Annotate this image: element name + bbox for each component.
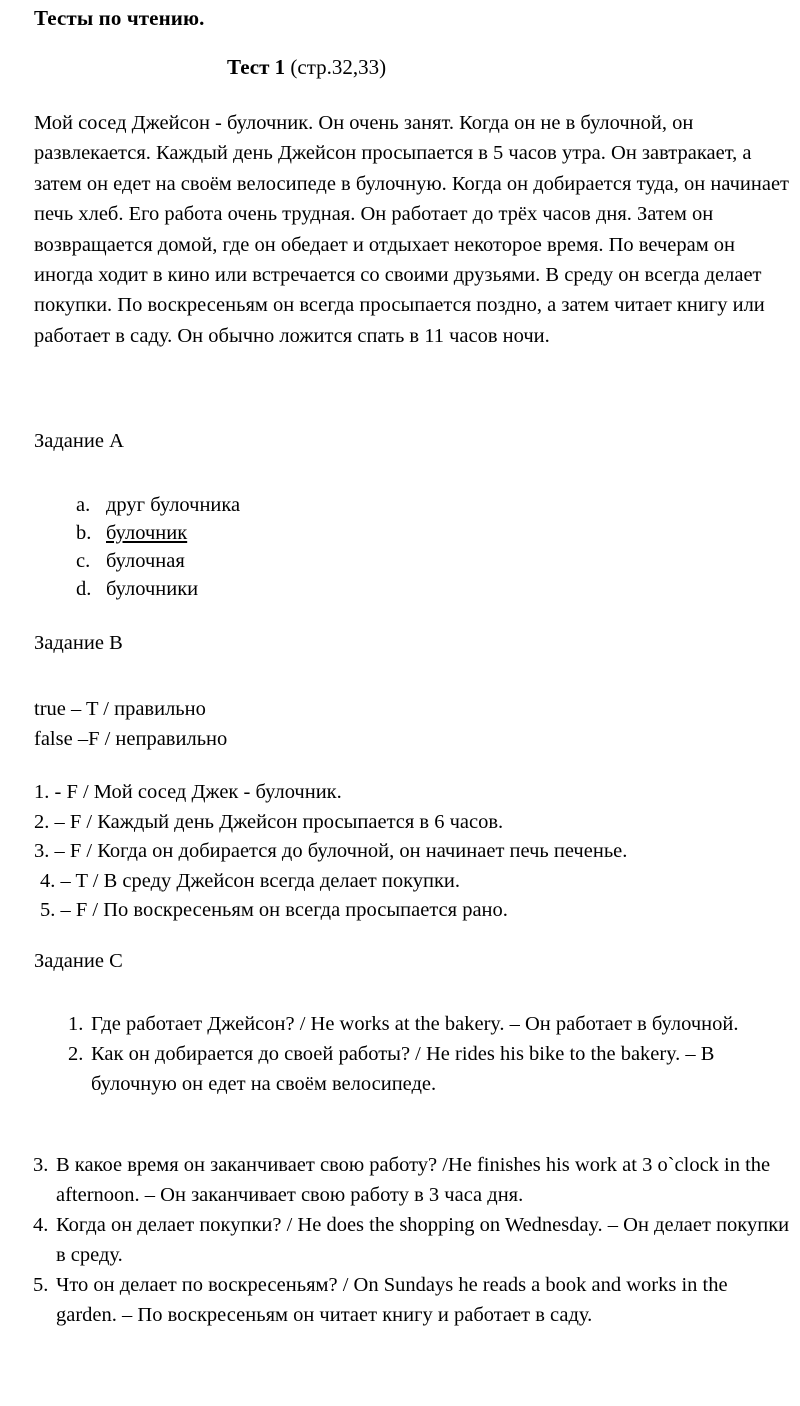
list-item[interactable] <box>76 519 576 547</box>
legend-line-true: true – T / правильно <box>34 698 206 720</box>
test-heading <box>227 55 386 80</box>
list-item: 2. – F / Каждый день Джейсон просыпается в 6 часов. <box>34 810 504 833</box>
answer-marker: 4. <box>33 1214 49 1236</box>
task-c-label: Задание C <box>34 950 123 972</box>
answer-text: В какое время он заканчивает свою работу? /He finishes his work at 3 o`clock in the afternoon. – Он заканчивает свою работу в 3 часа дня. <box>56 1154 771 1206</box>
answer-text: Что он делает по воскресеньям? / On Sundays he reads a book and works in the garden. – По воскресеньям он читает книгу и работает в саду. <box>56 1274 728 1326</box>
task-a-label: Задание A <box>34 430 124 452</box>
list-item <box>33 1150 790 1210</box>
true-false-legend <box>34 694 227 754</box>
task-b-label: Задание B <box>34 632 123 654</box>
list-item <box>68 1039 790 1099</box>
list-item <box>68 1009 790 1039</box>
list-item <box>33 1210 790 1270</box>
option-label: друг булочника <box>106 494 241 516</box>
list-item: 3. – F / Когда он добирается до булочной, он начинает печь печенье. <box>34 840 628 862</box>
legend-line-false: false –F / неправильно <box>34 728 228 750</box>
answer-marker: 3. <box>33 1154 49 1176</box>
option-marker: a. <box>76 494 91 516</box>
list-item[interactable] <box>76 575 576 603</box>
task-a-options <box>76 491 576 603</box>
answer-text: Где работает Джейсон? / He works at the bakery. – Он работает в булочной. <box>91 1013 739 1035</box>
option-marker: b. <box>76 522 92 544</box>
answer-text: Как он добирается до своей работы? / He rides his bike to the bakery. – В булочную он едет на своём велосипеде. <box>91 1043 715 1095</box>
task-b-statements <box>34 778 790 926</box>
answer-text: Когда он делает покупки? / He does the shopping on Wednesday. – Он делает покупки в среду. <box>56 1214 790 1266</box>
option-label: булочники <box>106 578 199 600</box>
page-title: Тесты по чтению. <box>34 6 205 30</box>
test-heading-number: Тест 1 <box>227 55 286 79</box>
option-marker: c. <box>76 550 91 572</box>
answer-marker: 5. <box>33 1274 49 1296</box>
task-c-answers-indented <box>68 1009 790 1099</box>
list-item: 4. – T / В среду Джейсон всегда делает покупки. <box>40 869 461 892</box>
list-item[interactable] <box>76 547 576 575</box>
list-item[interactable] <box>76 491 576 519</box>
list-item: 1. - F / Мой сосед Джек - булочник. <box>34 781 342 803</box>
option-label: булочная <box>106 550 185 572</box>
list-item: 5. – F / По воскресеньям он всегда просыпается рано. <box>40 899 508 921</box>
answer-marker: 1. <box>68 1013 84 1035</box>
list-item <box>33 1270 790 1330</box>
answer-marker: 2. <box>68 1043 84 1065</box>
reading-passage: Мой сосед Джейсон - булочник. Он очень занят. Когда он не в булочной, он развлекается. Каждый день Джейсон просыпается в 5 часов утра. Он завтракает, а затем он едет на своём велосипеде в булочную. Когда он добирается туда, он начинает печь хлеб. Его работа очень трудная. Он работает до трёх часов дня. Затем он возвращается домой, где он обедает и отдыхает некоторое время. По вечерам он иногда ходит в кино или встречается со своими друзьями. В среду он всегда делает покупки. По воскресеньям он всегда просыпается поздно, а затем читает книгу или работает в саду. Он обычно ложится спать в 11 часов ночи. <box>34 112 790 347</box>
task-c-answers <box>33 1150 790 1330</box>
test-heading-pages: (стр.32,33) <box>285 55 387 79</box>
option-marker: d. <box>76 578 92 600</box>
option-label-selected: булочник <box>106 522 188 544</box>
